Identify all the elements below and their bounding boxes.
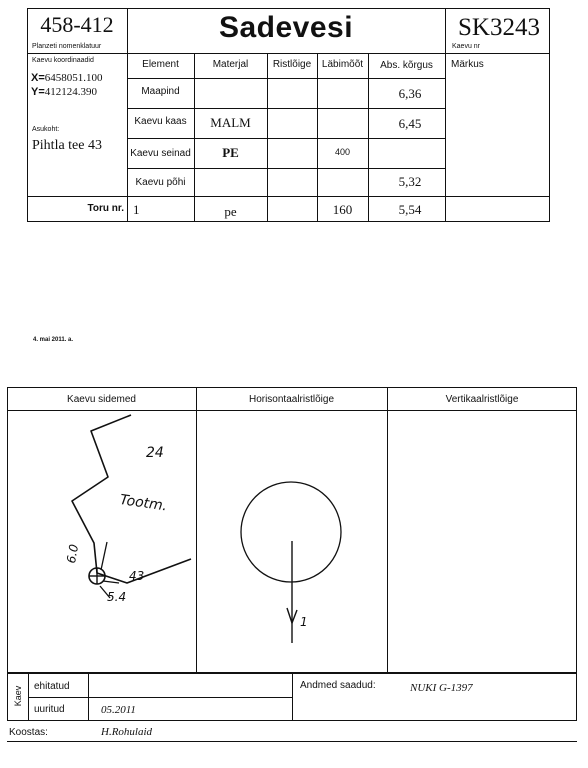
house-number-label: 24 (146, 445, 164, 461)
nomenclature-label: Planzeti nomenklatuur (32, 43, 102, 50)
author-label: Koostas: (9, 727, 48, 738)
row-abs-height: 6,45 (398, 116, 422, 131)
col-header-element: Element (142, 59, 179, 70)
well-number-label: Kaevu nr (452, 43, 481, 50)
col-header-material: Materjal (212, 59, 249, 70)
remarks-label: Märkus (451, 59, 484, 70)
pipe-abs-height: 5,54 (398, 202, 422, 217)
well-side-label: Kaev (13, 685, 23, 707)
table-line (27, 196, 550, 197)
vertical-section-header: Vertikaalristlõige (445, 394, 519, 405)
y-prefix: Y= (31, 86, 45, 98)
data-source-label: Andmed saadud: (300, 680, 376, 691)
col-header-cross-section: Ristlõige (272, 59, 312, 70)
row-abs-height: 5,32 (398, 174, 422, 189)
col-header-diameter: Läbimõõt (321, 59, 364, 70)
data-source-value: NUKI G-1397 (410, 682, 473, 694)
row-element: Maapind (141, 86, 180, 97)
coordinate-y (31, 86, 97, 98)
table-line (127, 168, 445, 169)
row-material: MALM (210, 115, 251, 130)
document-date: 4. mai 2011. a. (33, 337, 74, 343)
well-number: SK3243 (458, 14, 540, 41)
table-line (127, 108, 445, 109)
built-label: ehitatud (34, 681, 70, 692)
pipe-number: 1 (133, 202, 140, 217)
location-label: Asukoht: (32, 126, 60, 133)
sketch-col-divider (387, 387, 388, 673)
divider (445, 8, 446, 222)
table-col-line (368, 53, 369, 222)
table-line (127, 138, 445, 139)
measure-line (103, 581, 119, 583)
nomenclature-code: 458-412 (40, 12, 114, 37)
pipe-label: Toru nr. (87, 203, 124, 214)
footer-divider (292, 673, 293, 721)
footer-row-line (28, 697, 292, 698)
y-value: 412124.390 (44, 86, 98, 98)
row-material: PE (222, 145, 239, 160)
coordinate-x (31, 72, 103, 84)
distance-label-a: 6.0 (64, 543, 82, 565)
pipe-diameter: 160 (332, 202, 353, 217)
distance-label-b: 43 (129, 569, 145, 583)
author-underline (7, 741, 577, 742)
surveyed-value: 05.2011 (101, 704, 136, 716)
table-col-line (194, 53, 195, 222)
well-symbol-icon (89, 568, 105, 584)
row-diameter: 400 (334, 147, 351, 157)
page-title: Sadevesi (218, 11, 354, 44)
row-abs-height: 6,36 (398, 86, 422, 101)
coordinates-label: Kaevu koordinaadid (32, 57, 94, 64)
measure-line (101, 542, 107, 570)
location-value: Pihtla tee 43 (32, 138, 102, 153)
table-col-line (267, 53, 268, 222)
horizontal-section-header: Horisontaalristlõige (248, 394, 335, 405)
connections-header: Kaevu sidemed (67, 394, 136, 405)
distance-label-c: 5.4 (107, 590, 127, 604)
connections-sketch (7, 411, 196, 673)
street-label: Tootm. (118, 492, 169, 515)
col-header-abs-height: Abs. kõrgus (380, 60, 433, 71)
pipe-number-label: 1 (300, 615, 308, 629)
well-circle (241, 482, 341, 582)
x-prefix: X= (31, 72, 45, 84)
x-value: 6458051.100 (44, 72, 103, 84)
pipe-material: pe (224, 204, 237, 219)
row-element: Kaevu seinad (130, 148, 191, 159)
surveyed-label: uuritud (34, 704, 65, 715)
row-element: Kaevu põhi (135, 177, 186, 188)
table-line (127, 78, 445, 79)
footer-divider (88, 673, 89, 721)
author-value: H.Rohulaid (101, 726, 153, 738)
horizontal-section-drawing (197, 411, 387, 673)
header-divider (27, 53, 550, 54)
row-element: Kaevu kaas (134, 116, 187, 127)
table-col-line (317, 53, 318, 222)
